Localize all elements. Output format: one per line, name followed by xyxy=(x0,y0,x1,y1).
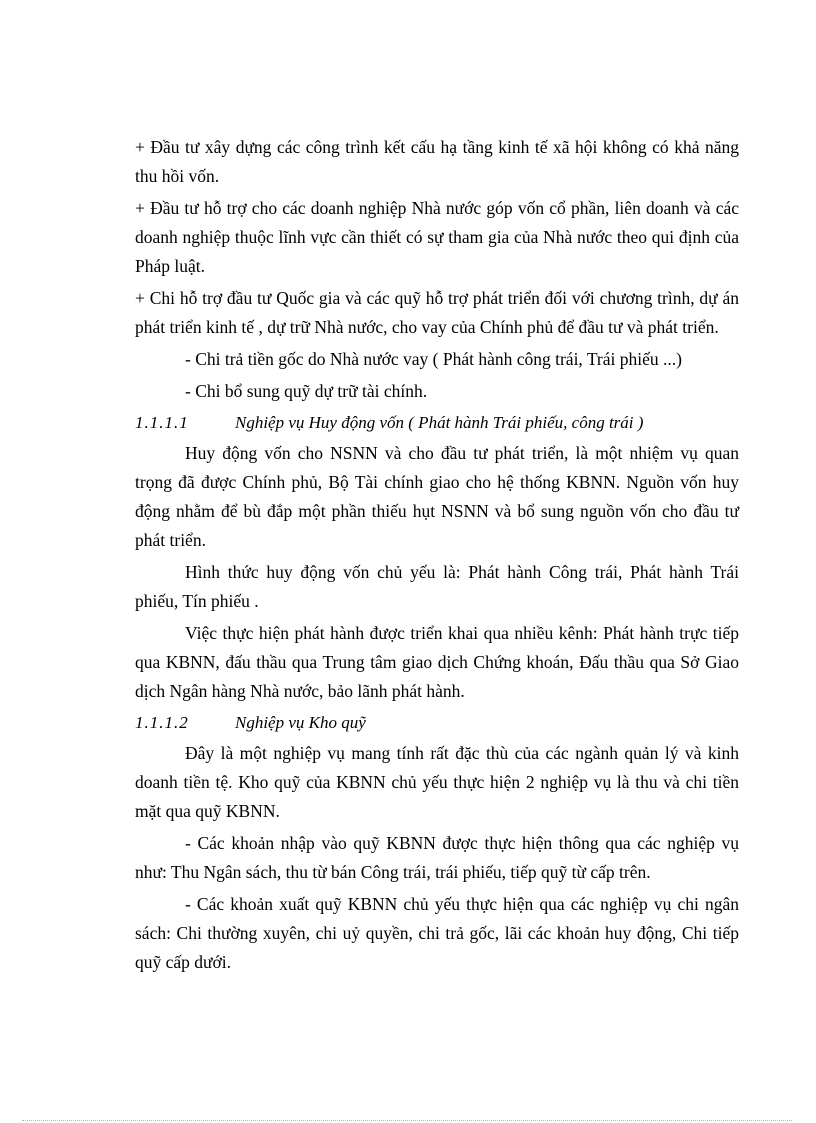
section-number: 1.1.1.2 xyxy=(135,713,189,732)
section-number: 1.1.1.1 xyxy=(135,413,189,432)
paragraph-treasury-disbursements: - Các khoản xuất quỹ KBNN chủ yếu thực hiện qua các nghiệp vụ chi ngân sách: Chi thường xuyên, chi uỷ quyền, chi trả gốc, lãi các khoản huy động, Chi tiếp quỹ cấp dưới. xyxy=(135,894,739,972)
section-title: Nghiệp vụ Kho quỹ xyxy=(235,713,366,732)
section-heading-capital-mobilization xyxy=(135,409,739,437)
paragraph-reserve-fund: - Chi bổ sung quỹ dự trữ tài chính. xyxy=(185,381,428,401)
document-body xyxy=(135,133,739,980)
paragraph-enterprise-support: + Đầu tư hỗ trợ cho các doanh nghiệp Nhà nước góp vốn cổ phần, liên doanh và các doanh nghiệp thuộc lĩnh vực cần thiết có sự tham gia của Nhà nước theo qui định của Pháp luật. xyxy=(135,198,739,276)
paragraph-treasury-receipts: - Các khoản nhập vào quỹ KBNN được thực hiện thông qua các nghiệp vụ như: Thu Ngân sách, thu từ bán Công trái, trái phiếu, tiếp quỹ từ cấp trên. xyxy=(135,833,739,882)
section-title: Nghiệp vụ Huy động vốn ( Phát hành Trái phiếu, công trái ) xyxy=(235,413,644,432)
paragraph-capital-mobilization-role: Huy động vốn cho NSNN và cho đầu tư phát triển, là một nhiệm vụ quan trọng đã được Chính phủ, Bộ Tài chính giao cho hệ thống KBNN. Nguồn vốn huy động nhằm để bù đắp một phần thiếu hụt NSNN và bổ sung nguồn vốn cho đầu tư phát triển. xyxy=(135,443,739,550)
page-bottom-divider xyxy=(22,1120,792,1121)
paragraph-national-support-funds: + Chi hỗ trợ đầu tư Quốc gia và các quỹ hỗ trợ phát triển đối với chương trình, dự án phát triển kinh tế , dự trữ Nhà nước, cho vay của Chính phủ để đầu tư và phát triển. xyxy=(135,288,739,337)
paragraph-issuance-channels: Việc thực hiện phát hành được triển khai qua nhiều kênh: Phát hành trực tiếp qua KBNN, đấu thầu qua Trung tâm giao dịch Chứng khoán, Đấu thầu qua Sở Giao dịch Ngân hàng Nhà nước, bảo lãnh phát hành. xyxy=(135,623,739,701)
paragraph-principal-repayment: - Chi trả tiền gốc do Nhà nước vay ( Phát hành công trái, Trái phiếu ...) xyxy=(185,349,682,369)
paragraph-mobilization-forms: Hình thức huy động vốn chủ yếu là: Phát hành Công trái, Phát hành Trái phiếu, Tín phiếu . xyxy=(135,562,739,611)
paragraph-infrastructure-investment: + Đầu tư xây dựng các công trình kết cấu hạ tầng kinh tế xã hội không có khả năng thu hồi vốn. xyxy=(135,137,739,186)
paragraph-treasury-description: Đây là một nghiệp vụ mang tính rất đặc thù của các ngành quản lý và kinh doanh tiền tệ. Kho quỹ của KBNN chủ yếu thực hiện 2 nghiệp vụ là thu và chi tiền mặt qua quỹ KBNN. xyxy=(135,743,739,821)
section-heading-treasury xyxy=(135,709,739,737)
